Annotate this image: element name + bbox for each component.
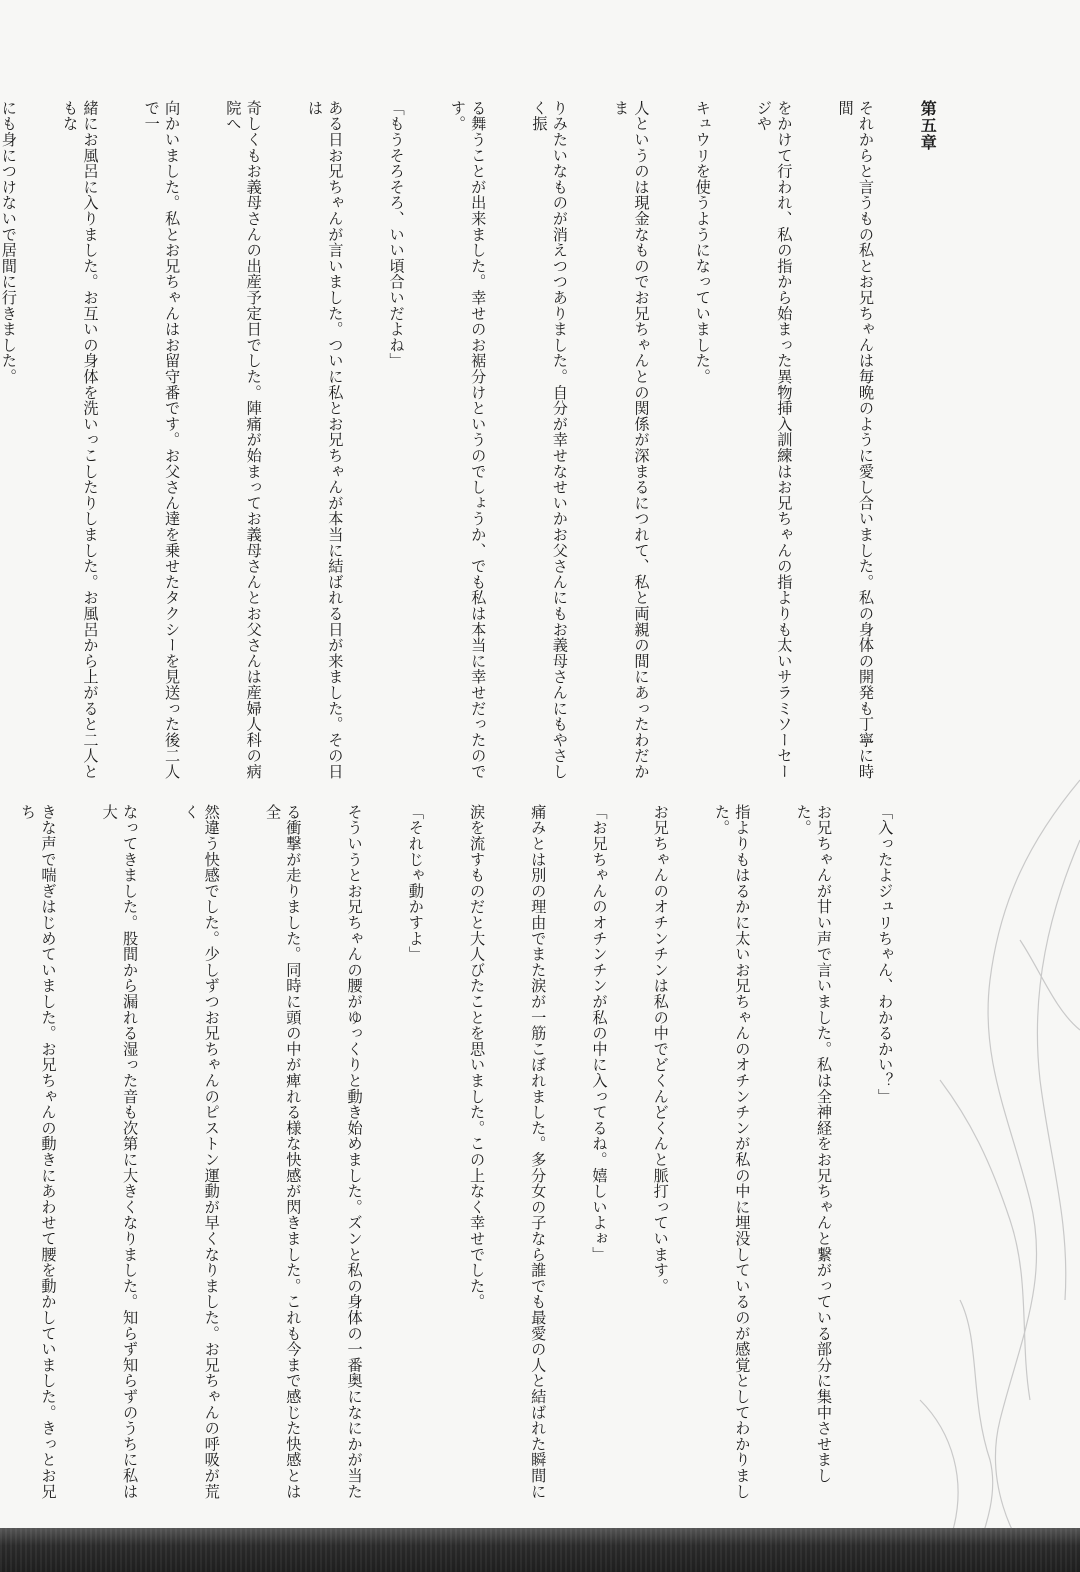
text-line: 「お兄ちゃんのオチンチンが私の中に入ってるね。嬉しいよぉ」 — [590, 804, 609, 1263]
text-line: る舞うことが出来ました。幸せのお裾分けというのでしょうか、でも私は本当に幸せだったのです。 — [448, 100, 488, 780]
text-line: 然違う快感でした。少しずつお兄ちゃんのピストン運動が早くなりました。お兄ちゃんの呼吸が荒く — [182, 804, 221, 1500]
text-column-bottom — [19, 804, 936, 1504]
text-line: キュウリを使うようになっていました。 — [693, 100, 712, 385]
text-line: 涙を流すものだと大人びたことを思いました。この上なく幸せでした。 — [468, 804, 487, 1310]
text-column-top — [0, 100, 978, 780]
text-line: 「入ったよジュリちゃん、わかるかい？」 — [876, 804, 895, 1105]
bottom-decorative-band — [0, 1528, 1080, 1572]
text-line: る衝撃が走りました。同時に頭の中が痺れる様な快感が閃きました。これも今まで感じた快感とは全 — [264, 804, 303, 1500]
text-line: それからと言うもの私とお兄ちゃんは毎晩のように愛し合いました。私の身体の開発も丁寧に時間 — [836, 100, 875, 780]
text-line: 奇しくもお義母さんの出産予定日でした。陣痛が始まってお義母さんとお父さんは産婦人科の病院へ — [224, 100, 263, 780]
text-line: 緒にお風呂に入りました。お互いの身体を洗いっこしたりしました。お風呂から上がると二人ともな — [61, 100, 100, 780]
text-line: 指よりもはるかに太いお兄ちゃんのオチンチンが私の中に埋没しているのが感覚としてわかりました。 — [712, 804, 752, 1500]
text-line: 人というのは現金なものでお兄ちゃんとの関係が深まるにつれて、私と両親の間にあったわだかま — [612, 100, 651, 780]
text-line: 痛みとは別の理由でまた涙が一筋こぼれました。多分女の子なら誰でも最愛の人と結ばれた瞬間に — [529, 804, 548, 1500]
text-line: なってきました。股間から漏れる湿った音も次第に大きくなりました。知らず知らずのうちに私は大 — [100, 804, 140, 1500]
text-line: にも身につけないで居間に行きました。 — [0, 100, 18, 385]
text-line: 向かいました。私とお兄ちゃんはお留守番です。お父さん達を乗せたタクシーを見送った後二人で一 — [142, 100, 182, 780]
chapter-title: 第五章 — [918, 100, 938, 151]
text-line: お兄ちゃんが甘い声で言いました。私は全神経をお兄ちゃんと繋がっている部分に集中させました。 — [794, 804, 833, 1484]
text-line: ある日お兄ちゃんが言いました。ついに私とお兄ちゃんが本当に結ばれる日が来ました。その日は — [306, 100, 345, 780]
text-line: 「それじゃ動かすよ」 — [406, 804, 425, 962]
text-line: りみたいなものが消えつつありました。自分が幸せなせいかお父さんにもお義母さんにもやさしく振 — [530, 100, 569, 780]
text-line: きな声で喘ぎはじめていました。お兄ちゃんの動きにあわせて腰を動かしていました。きっとお兄ち — [19, 804, 58, 1500]
text-line: お兄ちゃんのオチンチンは私の中でどくんどくんと脈打っています。 — [651, 804, 670, 1294]
text-line: 「もうそろそろ、いい頃合いだよね」 — [387, 100, 406, 369]
text-line: をかけて行われ、私の指から始まった異物挿入訓練はお兄ちゃんの指よりも太いサラミソーセージや — [754, 100, 794, 780]
text-line: そういうとお兄ちゃんの腰がゆっくりと動き始めました。ズンと私の身体の一番奥になにかが当た — [345, 804, 364, 1500]
